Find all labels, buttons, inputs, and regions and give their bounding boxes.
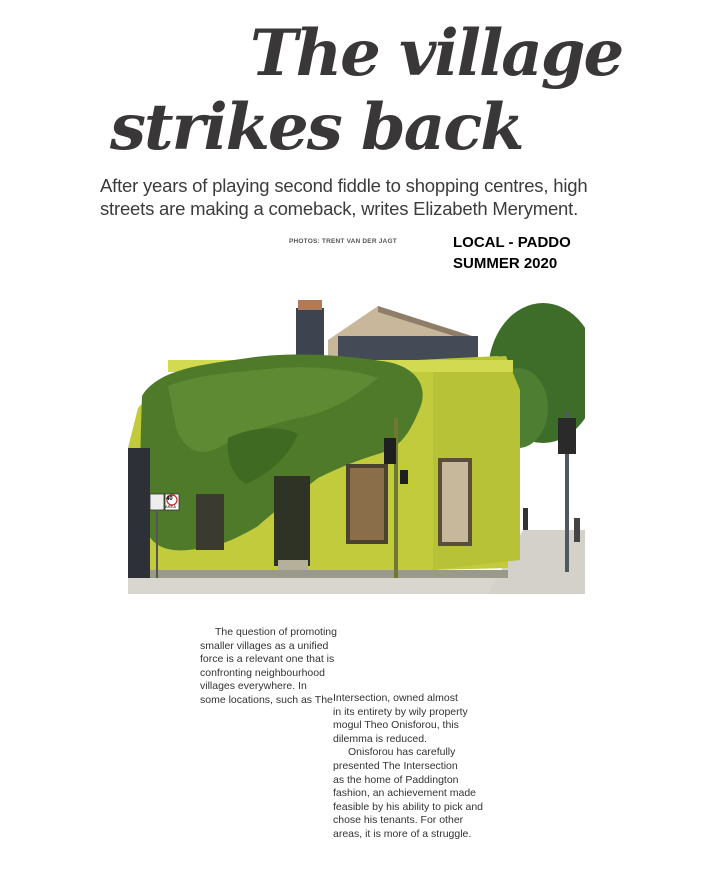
body-column-1 (200, 626, 340, 708)
body-line: areas, it is more of a struggle. (333, 827, 472, 840)
body-line: Intersection, owned almost (333, 692, 458, 704)
body-line: force is a relevant one that is (200, 653, 335, 666)
standfirst (100, 174, 620, 220)
standfirst-line-2: streets are making a comeback, writes Elizabeth Meryment. (100, 198, 579, 219)
speed-sign-label: 40 (166, 496, 173, 502)
body-line: fashion, an achievement made (333, 787, 477, 800)
stamp-line-1: LOCAL - PADDO (453, 234, 571, 251)
speed-sign-area: AREA (165, 504, 176, 509)
standfirst-line-1: After years of playing second fiddle to shopping centres, high (100, 175, 588, 196)
stamp-line-2: SUMMER 2020 (453, 255, 558, 272)
body-line: as the home of Paddington (333, 773, 459, 786)
body-line: in its entirety by wily property (333, 705, 468, 718)
body-line: chose his tenants. For other (333, 814, 464, 827)
body-line: smaller villages as a unified (200, 639, 329, 652)
publication-stamp (453, 232, 571, 274)
body-line: dilemma is reduced. (333, 732, 427, 745)
street-photo (128, 298, 585, 594)
body-line: presented The Intersection (333, 759, 458, 772)
body-line: some locations, such as The (200, 693, 333, 706)
photo-credit: PHOTOS: TRENT VAN DER JAGT (289, 238, 397, 245)
body-column-2 (333, 692, 483, 842)
body-line: feasible by his ability to pick and (333, 800, 483, 813)
headline-line-1: The village (250, 16, 623, 91)
body-line: mogul Theo Onisforou, this (333, 719, 459, 732)
headline-line-2: strikes back (110, 90, 523, 165)
body-line: Onisforou has carefully (348, 746, 456, 759)
body-line: confronting neighbourhood (200, 666, 325, 679)
body-line: villages everywhere. In (200, 680, 307, 693)
body-line: The question of promoting (215, 626, 337, 638)
